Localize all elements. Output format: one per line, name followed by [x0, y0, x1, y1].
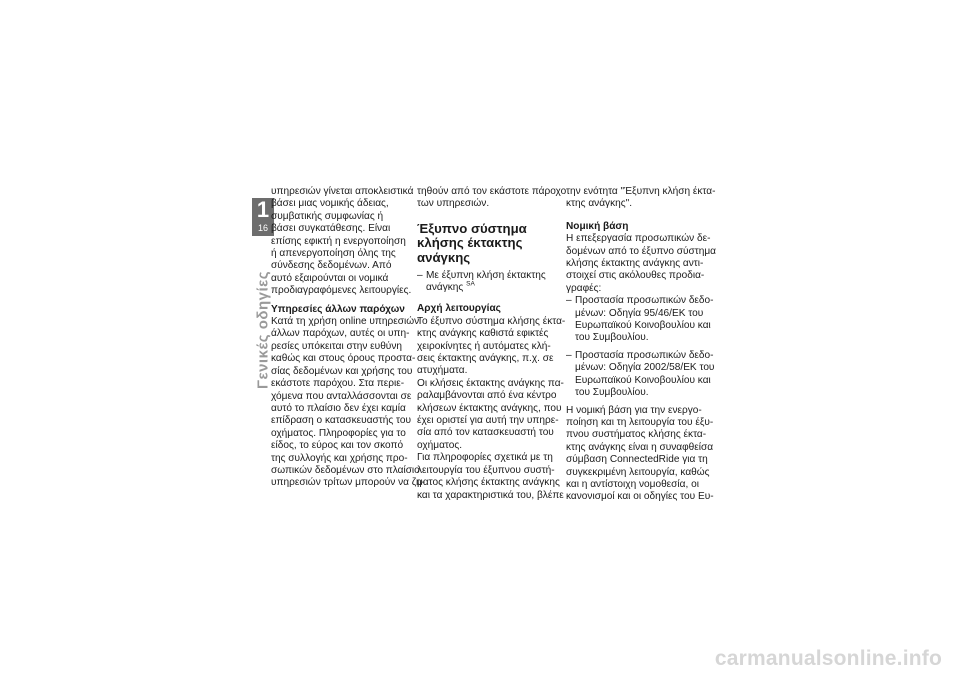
- text-line: έχει οριστεί για αυτή την υπηρε-: [417, 415, 559, 427]
- text-line: ραλαμβάνονται από ένα κέντρο: [417, 390, 557, 402]
- text-line: της συλλογής και χρήσης προ-: [271, 452, 408, 464]
- text-line: κανονισμοί και οι οδηγίες του Ευ-: [566, 491, 714, 503]
- text-line: Το έξυπνο σύστημα κλήσης έκτα-: [417, 315, 566, 327]
- text-line: ματος κλήσης έκτακτης ανάγκης: [417, 477, 560, 489]
- text-line: και τα χαρακτηριστικά του, βλέπε: [417, 489, 564, 501]
- section-heading-emergency-call: [417, 222, 557, 266]
- text-line: μένων: Οδηγία 95/46/ΕΚ του: [575, 307, 704, 319]
- text-line: Η νομική βάση για την ενεργο-: [566, 404, 702, 416]
- text-line: σωπικών δεδομένων στο πλαίσιο: [271, 464, 420, 476]
- text-line: λειτουργία του έξυπνου συστή-: [417, 464, 555, 476]
- text-line: συγκεκριμένη λειτουργία, καθώς: [566, 466, 710, 478]
- chapter-title: Γενικές οδηγίες: [254, 270, 272, 390]
- text-line: την ενότητα "Έξυπνη κλήση έκτα-: [566, 186, 716, 197]
- watermark: carmanualsonline.info: [714, 647, 942, 670]
- text-column-2: [417, 186, 567, 502]
- text-line: του Συμβουλίου.: [575, 387, 649, 399]
- subheading-operating-principle: Αρχή λειτουργίας: [417, 303, 501, 315]
- text-line: σύνδεσης δεδομένων. Από: [271, 260, 392, 272]
- text-line: μένων: Οδηγία 2002/58/ΕΚ του: [575, 362, 715, 374]
- text-line: σύμβαση ConnectedRide για τη: [566, 454, 708, 466]
- text-line: του Συμβουλίου.: [575, 332, 649, 344]
- directive-bullet-1: [566, 295, 714, 345]
- text-line: Οι κλήσεις έκτακτης ανάγκης πα-: [417, 377, 564, 389]
- text-line: αυτό εξαιρούνται οι νομικά: [271, 272, 389, 284]
- text-line: πνου συστήματος κλήσης έκτα-: [566, 429, 707, 441]
- text-line: ρεσίες υπόκειται στην ευθύνη: [271, 340, 402, 352]
- legal-paragraph-1: [566, 233, 717, 295]
- text-line: βάσει συγκατάθεσης. Είναι: [271, 223, 391, 235]
- principle-paragraph-3: [417, 452, 564, 502]
- text-line: οχήματος.: [417, 439, 463, 451]
- dash-glyph: –: [417, 269, 423, 281]
- text-line: χόμενα που ανταλλάσσονται σε: [271, 390, 412, 402]
- principle-paragraph-2: [417, 377, 564, 452]
- text-line: εκάστοτε παρόχου. Στα περιε-: [271, 378, 405, 390]
- text-line: βάσει μιας νομικής άδειας,: [271, 198, 389, 210]
- heading-line: ανάγκης: [417, 250, 471, 265]
- text-line: Ευρωπαϊκού Κοινοβουλίου και: [575, 320, 711, 332]
- text-line: προδιαγραφόμενες λειτουργίες.: [271, 285, 412, 297]
- text-line: αυτό το πλαίσιο δεν έχει καμία: [271, 402, 406, 414]
- text-line: σεις έκτακτης ανάγκης, π.χ. σε: [417, 353, 554, 365]
- chapter-number: 1: [256, 197, 270, 222]
- equipment-code: SA: [466, 280, 475, 288]
- legal-paragraph-2: [566, 404, 714, 504]
- text-line: χειροκίνητες ή αυτόματες κλή-: [417, 340, 551, 352]
- dash-glyph: –: [566, 295, 572, 307]
- text-line: δομένων από το έξυπνο σύστημα: [566, 245, 717, 257]
- text-line: Προστασία προσωπικών δεδο-: [575, 295, 714, 307]
- text-column-1: [271, 186, 425, 490]
- text-line: Προστασία προσωπικών δεδο-: [575, 349, 714, 361]
- page-number: 16: [257, 223, 268, 233]
- text-line: Για πληροφορίες σχετικά με τη: [417, 452, 553, 464]
- text-line: κλήσης έκτακτης ανάγκης αντι-: [566, 258, 704, 270]
- text-line: είδος, το εύρος και τον σκοπό: [271, 440, 404, 452]
- third-party-paragraph: [271, 316, 425, 490]
- text-line: Κατά τη χρήση online υπηρεσιών: [271, 316, 420, 328]
- text-line: Ευρωπαϊκού Κοινοβουλίου και: [575, 374, 711, 386]
- text-line: Με έξυπνη κλήση έκτακτης: [426, 269, 546, 281]
- text-line: γραφές:: [566, 282, 602, 294]
- text-line: υπηρεσιών γίνεται αποκλειστικά: [271, 186, 414, 197]
- equipment-bullet: [417, 270, 557, 295]
- intro-paragraph: [271, 186, 414, 298]
- text-line: κτης ανάγκης καθιστά εφικτές: [417, 328, 549, 340]
- text-line: υπηρεσιών τρίτων μπορούν να ζη-: [271, 477, 425, 489]
- intro-paragraph: [417, 186, 567, 211]
- text-line: επίσης εφικτή η ενεργοποίηση: [271, 235, 406, 247]
- text-line: των υπηρεσιών.: [417, 198, 490, 210]
- text-line: [426, 282, 557, 294]
- text-column-3: [566, 186, 717, 504]
- text-line: στοιχεί στις ακόλουθες προδια-: [566, 270, 705, 282]
- text-line: τηθούν από τον εκάστοτε πάροχο: [417, 186, 567, 197]
- text-line: ή απενεργοποίηση όλης της: [271, 248, 396, 260]
- text-line: σία από τον κατασκευαστή του: [417, 427, 554, 439]
- intro-paragraph: [566, 186, 716, 211]
- principle-paragraph-1: [417, 315, 566, 378]
- text-line: Η επεξεργασία προσωπικών δε-: [566, 233, 711, 245]
- text-line: και η αντίστοιχη νομοθεσία, οι: [566, 478, 699, 490]
- directive-bullet-2: [566, 349, 715, 400]
- dash-glyph: –: [566, 349, 572, 361]
- heading-line: κλήσης έκτακτης: [417, 235, 523, 251]
- text-line: κλήσεων έκτακτης ανάγκης, που: [417, 402, 562, 414]
- text-line: κτης ανάγκης είναι η συναφθείσα: [566, 441, 714, 453]
- text-line: επίδραση ο κατασκευαστής του: [271, 415, 412, 427]
- text-line: σίας δεδομένων και χρήσης του: [271, 365, 413, 377]
- text-line: ατυχήματα.: [417, 365, 468, 377]
- section-heading-third-party: Υπηρεσίες άλλων παρόχων: [271, 303, 405, 315]
- text-line: ποίηση και τη λειτουργία του έξυ-: [566, 416, 714, 428]
- text-line: καθώς και στους όρους προστα-: [271, 353, 416, 365]
- section-heading-legal-basis: Νομική βάση: [566, 220, 629, 232]
- text-line: οχήματος. Πληροφορίες για το: [271, 427, 406, 439]
- text-line: συμβατικής συμφωνίας ή: [271, 210, 384, 222]
- text-line: κτης ανάγκης".: [566, 198, 632, 210]
- text-line: άλλων παρόχων, αυτές οι υπη-: [271, 328, 410, 340]
- text-fragment: ανάγκης: [426, 282, 464, 293]
- heading-line: Έξυπνο σύστημα: [417, 220, 527, 236]
